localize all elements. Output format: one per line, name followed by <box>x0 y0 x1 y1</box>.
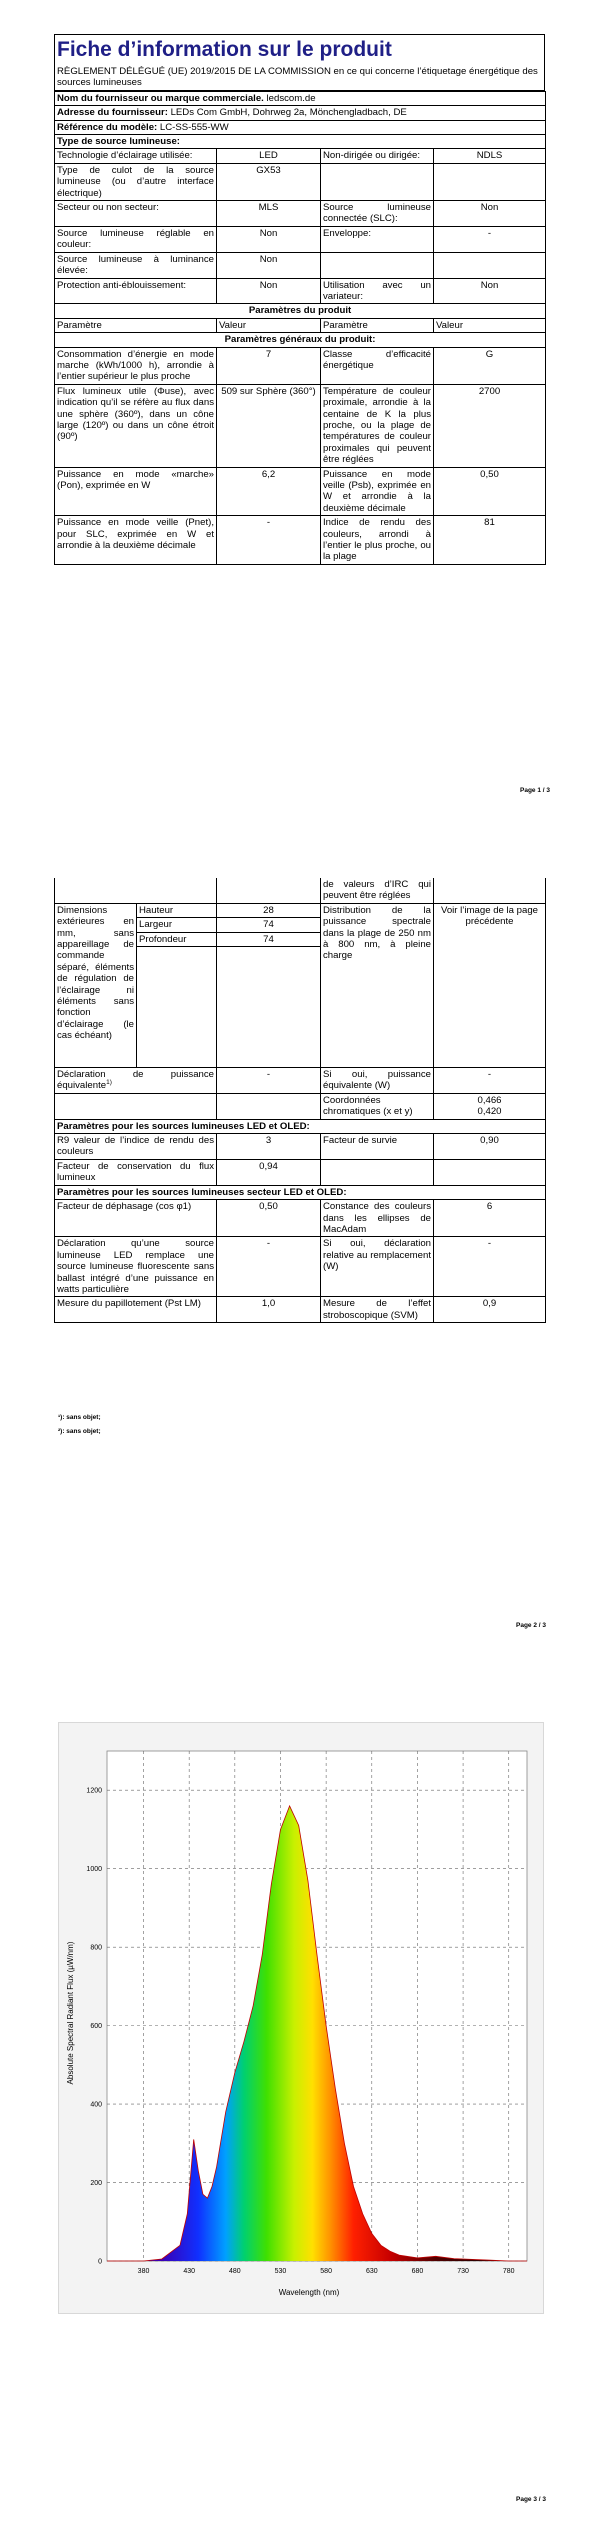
source-type-row <box>55 226 546 252</box>
source-type-param-value: Non <box>217 226 321 252</box>
y-tick-label: 0 <box>98 2258 102 2266</box>
source-type-param-label: Utilisation avec un variateur: <box>321 278 434 304</box>
general-param-param-label: Classe d’efficacité énergétique <box>321 347 434 384</box>
equivalent-power-w-label: Si oui, puissance équivalente (W) <box>321 1068 434 1094</box>
led-param-param-value: 0,94 <box>217 1159 321 1185</box>
general-param-param-label: Température de couleur proximale, arrondie à la centaine de K la plus proche, ou la plage de températures de couleur proximales qui peuvent être réglées <box>321 384 434 467</box>
general-param-row <box>55 384 546 467</box>
equivalent-power-w-value: - <box>434 1068 546 1094</box>
led-param-row <box>55 1159 546 1185</box>
source-type-param-label: Source lumineuse réglable en couleur: <box>55 226 217 252</box>
source-type-param-value <box>434 252 546 278</box>
dim-height-value: 28 <box>217 903 321 917</box>
source-type-param-value: Non <box>434 278 546 304</box>
source-type-param-value: LED <box>217 149 321 163</box>
product-info-table-2 <box>54 878 546 1323</box>
led-param-param-value <box>434 1159 546 1185</box>
model-value: LC-SS-555-WW <box>159 121 229 133</box>
params-header: Paramètres du produit <box>55 304 546 318</box>
general-params-rows <box>55 347 546 564</box>
document-title: Fiche d’information sur le produit <box>54 34 545 65</box>
mains-param-param-value: 1,0 <box>217 1297 321 1323</box>
dim-width-value: 74 <box>217 918 321 932</box>
mains-param-param-label: Constance des couleurs dans les ellipses de MacAdam <box>321 1200 434 1237</box>
source-type-param-value: Non <box>217 278 321 304</box>
y-tick-label: 200 <box>90 2180 102 2188</box>
x-axis-label: Wavelength (nm) <box>278 2288 340 2297</box>
x-tick-label: 380 <box>137 2268 150 2275</box>
source-type-param-value: - <box>434 226 546 252</box>
mains-param-param-value: 0,9 <box>434 1297 546 1323</box>
led-param-param-label: Facteur de conservation du flux lumineux <box>55 1159 217 1185</box>
general-param-param-value: G <box>434 347 546 384</box>
source-type-row <box>55 278 546 304</box>
source-type-param-label: Technologie d’éclairage utilisée: <box>55 149 217 163</box>
source-type-header: Type de source lumineuse: <box>55 135 546 149</box>
led-params-rows <box>55 1134 546 1186</box>
source-type-param-value: NDLS <box>434 149 546 163</box>
general-param-param-label: Consommation d’énergie en mode marche (kWh/1000 h), arrondie à l’entier supérieur le plus proche <box>55 347 217 384</box>
mains-params-header: Paramètres pour les sources lumineuses secteur LED et OLED: <box>55 1185 546 1199</box>
x-tick-label: 630 <box>365 2268 378 2275</box>
source-type-param-label: Type de culot de la source lumineuse (ou d’autre interface électrique) <box>55 163 217 200</box>
general-param-param-label: Puissance en mode veille (Psb), exprimée en W et arrondie à la deuxième décimale <box>321 467 434 516</box>
regulation-text <box>54 65 545 91</box>
col-header-param-2: Paramètre <box>321 318 434 332</box>
source-type-param-value: GX53 <box>217 163 321 200</box>
led-param-param-value: 3 <box>217 1134 321 1160</box>
general-param-row <box>55 467 546 516</box>
source-type-param-label <box>321 252 434 278</box>
regulation-rest: en ce qui concerne l’étiquetage énergétique des sources lumineuses <box>57 66 538 89</box>
model-row <box>55 120 546 134</box>
page-1 <box>0 0 595 820</box>
x-tick-label: 780 <box>502 2268 515 2275</box>
address-value: LEDs Com GmbH, Dohrweg 2a, Mönchengladbach, DE <box>170 107 407 119</box>
mains-param-param-label: Si oui, déclaration relative au remplacement (W) <box>321 1237 434 1297</box>
mains-param-param-label: Mesure de l’effet stroboscopique (SVM) <box>321 1297 434 1323</box>
y-tick-label: 800 <box>90 1944 102 1952</box>
footnote-1: ¹): sans objet; <box>58 1414 101 1421</box>
x-tick-label: 580 <box>320 2268 332 2275</box>
source-type-param-label: Secteur ou non secteur: <box>55 201 217 227</box>
led-param-param-value: 0,90 <box>434 1134 546 1160</box>
general-param-param-value: 2700 <box>434 384 546 467</box>
mains-param-param-label: Déclaration qu’une source lumineuse LED remplace une source lumineuse fluorescente sans ballast intégré d’une puissance en watts particulière <box>55 1237 217 1297</box>
dim-depth-value: 74 <box>217 932 321 946</box>
spectral-distribution-value: Voir l’image de la page précédente <box>434 903 546 1067</box>
source-type-param-label <box>321 163 434 200</box>
general-param-row <box>55 516 546 565</box>
source-type-param-value: Non <box>217 252 321 278</box>
general-param-param-value: 81 <box>434 516 546 565</box>
spectrum-chart-frame <box>58 1722 544 2314</box>
source-type-rows <box>55 149 546 304</box>
equivalent-power-label: Déclaration de puissance équivalente <box>57 1069 214 1092</box>
dim-width-label: Largeur <box>137 918 217 932</box>
equivalent-power-declaration: Déclaration de puissance équivalente$^{1)}$ <box>55 1068 217 1094</box>
mains-param-param-label: Facteur de déphasage (cos φ1) <box>55 1200 217 1237</box>
page-number-3: Page 3 / 3 <box>516 2496 546 2503</box>
page-number-1: Page 1 / 3 <box>520 787 550 794</box>
x-tick-label: 480 <box>228 2268 241 2275</box>
chromaticity-value: 0,466 0,420 <box>434 1093 546 1119</box>
source-type-param-label: Non-dirigée ou dirigée: <box>321 149 434 163</box>
page-number-2: Page 2 / 3 <box>516 1622 546 1629</box>
source-type-param-value <box>434 163 546 200</box>
supplier-value: ledscom.de <box>266 92 316 104</box>
general-param-param-value: 509 sur Sphère (360°) <box>217 384 321 467</box>
led-param-row <box>55 1134 546 1160</box>
supplier-label: Nom du fournisseur ou marque commerciale. <box>57 92 264 104</box>
supplier-row <box>55 91 546 105</box>
col-header-value-1: Valeur <box>217 318 321 332</box>
equivalent-power-value: - <box>217 1068 321 1094</box>
general-param-row <box>55 347 546 384</box>
y-tick-label: 1000 <box>86 1866 102 1874</box>
dimensions-label: Dimensions extérieures en mm, sans appareillage de commande séparé, éléments de régulation de l’éclairage ni éléments sans fonction d’éclairage (le cas échéant) <box>55 903 137 1067</box>
address-row <box>55 106 546 120</box>
source-type-row <box>55 149 546 163</box>
source-type-row <box>55 163 546 200</box>
address-label: Adresse du fournisseur: <box>57 107 168 119</box>
general-param-param-value: 6,2 <box>217 467 321 516</box>
source-type-param-label: Source lumineuse à luminance élevée: <box>55 252 217 278</box>
general-param-param-value: 0,50 <box>434 467 546 516</box>
source-type-param-value: MLS <box>217 201 321 227</box>
general-param-param-label: Flux lumineux utile (Φuse), avec indication qu’il se réfère au flux dans une sphère (360º), dans un cône large (120º) ou dans un cône étroit (90º) <box>55 384 217 467</box>
dim-depth-label: Profondeur <box>137 932 217 946</box>
x-tick-label: 430 <box>183 2268 196 2275</box>
product-info-table-1 <box>54 91 546 565</box>
led-param-param-label: Facteur de survie <box>321 1134 434 1160</box>
mains-param-param-value: - <box>434 1237 546 1297</box>
general-param-param-value: 7 <box>217 347 321 384</box>
x-tick-label: 730 <box>457 2268 469 2275</box>
mains-param-row <box>55 1297 546 1323</box>
source-type-param-value: Non <box>434 201 546 227</box>
chromaticity-label: Coordonnées chromatiques (x et y) <box>321 1093 434 1119</box>
led-params-header: Paramètres pour les sources lumineuses LED et OLED: <box>55 1119 546 1133</box>
spectral-distribution-label: Distribution de la puissance spectrale dans la plage de 250 nm à 800 nm, à pleine charge <box>321 903 434 1067</box>
spectral-distribution-chart <box>59 1723 543 2313</box>
led-param-param-label: R9 valeur de l’indice de rendu des couleurs <box>55 1134 217 1160</box>
general-param-param-label: Puissance en mode «marche» (Pon), exprimée en W <box>55 467 217 516</box>
mains-param-row <box>55 1200 546 1237</box>
mains-param-row <box>55 1237 546 1297</box>
source-type-row <box>55 201 546 227</box>
source-type-param-label: Source lumineuse connectée (SLC): <box>321 201 434 227</box>
led-param-param-label <box>321 1159 434 1185</box>
col-header-value-2: Valeur <box>434 318 546 332</box>
general-param-param-label: Puissance en mode veille (Pnet), pour SLC, exprimée en W et arrondie à la deuxième décimale <box>55 516 217 565</box>
x-tick-label: 680 <box>411 2268 424 2275</box>
general-params-header: Paramètres généraux du produit: <box>55 333 546 347</box>
mains-param-param-value: 0,50 <box>217 1200 321 1237</box>
mains-param-param-value: - <box>217 1237 321 1297</box>
mains-param-param-label: Mesure du papillotement (Pst LM) <box>55 1297 217 1323</box>
y-tick-label: 1200 <box>86 1787 102 1795</box>
general-param-param-value: - <box>217 516 321 565</box>
source-type-row <box>55 252 546 278</box>
cri-continued: de valeurs d’IRC qui peuvent être réglées <box>321 878 434 903</box>
page-2 <box>0 870 595 1670</box>
footnote-2: ²): sans objet; <box>58 1428 101 1435</box>
x-tick-label: 530 <box>274 2268 287 2275</box>
regulation-bold: RÈGLEMENT DÉLÉGUÉ (UE) 2019/2015 DE LA COMMISSION <box>57 66 331 77</box>
model-label: Référence du modèle: <box>57 121 158 133</box>
y-axis-label: Absolute Spectral Radiant Flux (µW/nm) <box>66 1941 75 2085</box>
y-tick-label: 400 <box>90 2101 102 2109</box>
dim-height-label: Hauteur <box>137 903 217 917</box>
mains-params-rows <box>55 1200 546 1323</box>
source-type-param-label: Protection anti-éblouissement: <box>55 278 217 304</box>
general-param-param-label: Indice de rendu des couleurs, arrondi à l’entier le plus proche, ou la plage <box>321 516 434 565</box>
mains-param-param-value: 6 <box>434 1200 546 1237</box>
source-type-param-label: Enveloppe: <box>321 226 434 252</box>
y-tick-label: 600 <box>90 2023 102 2031</box>
col-header-param-1: Paramètre <box>55 318 217 332</box>
